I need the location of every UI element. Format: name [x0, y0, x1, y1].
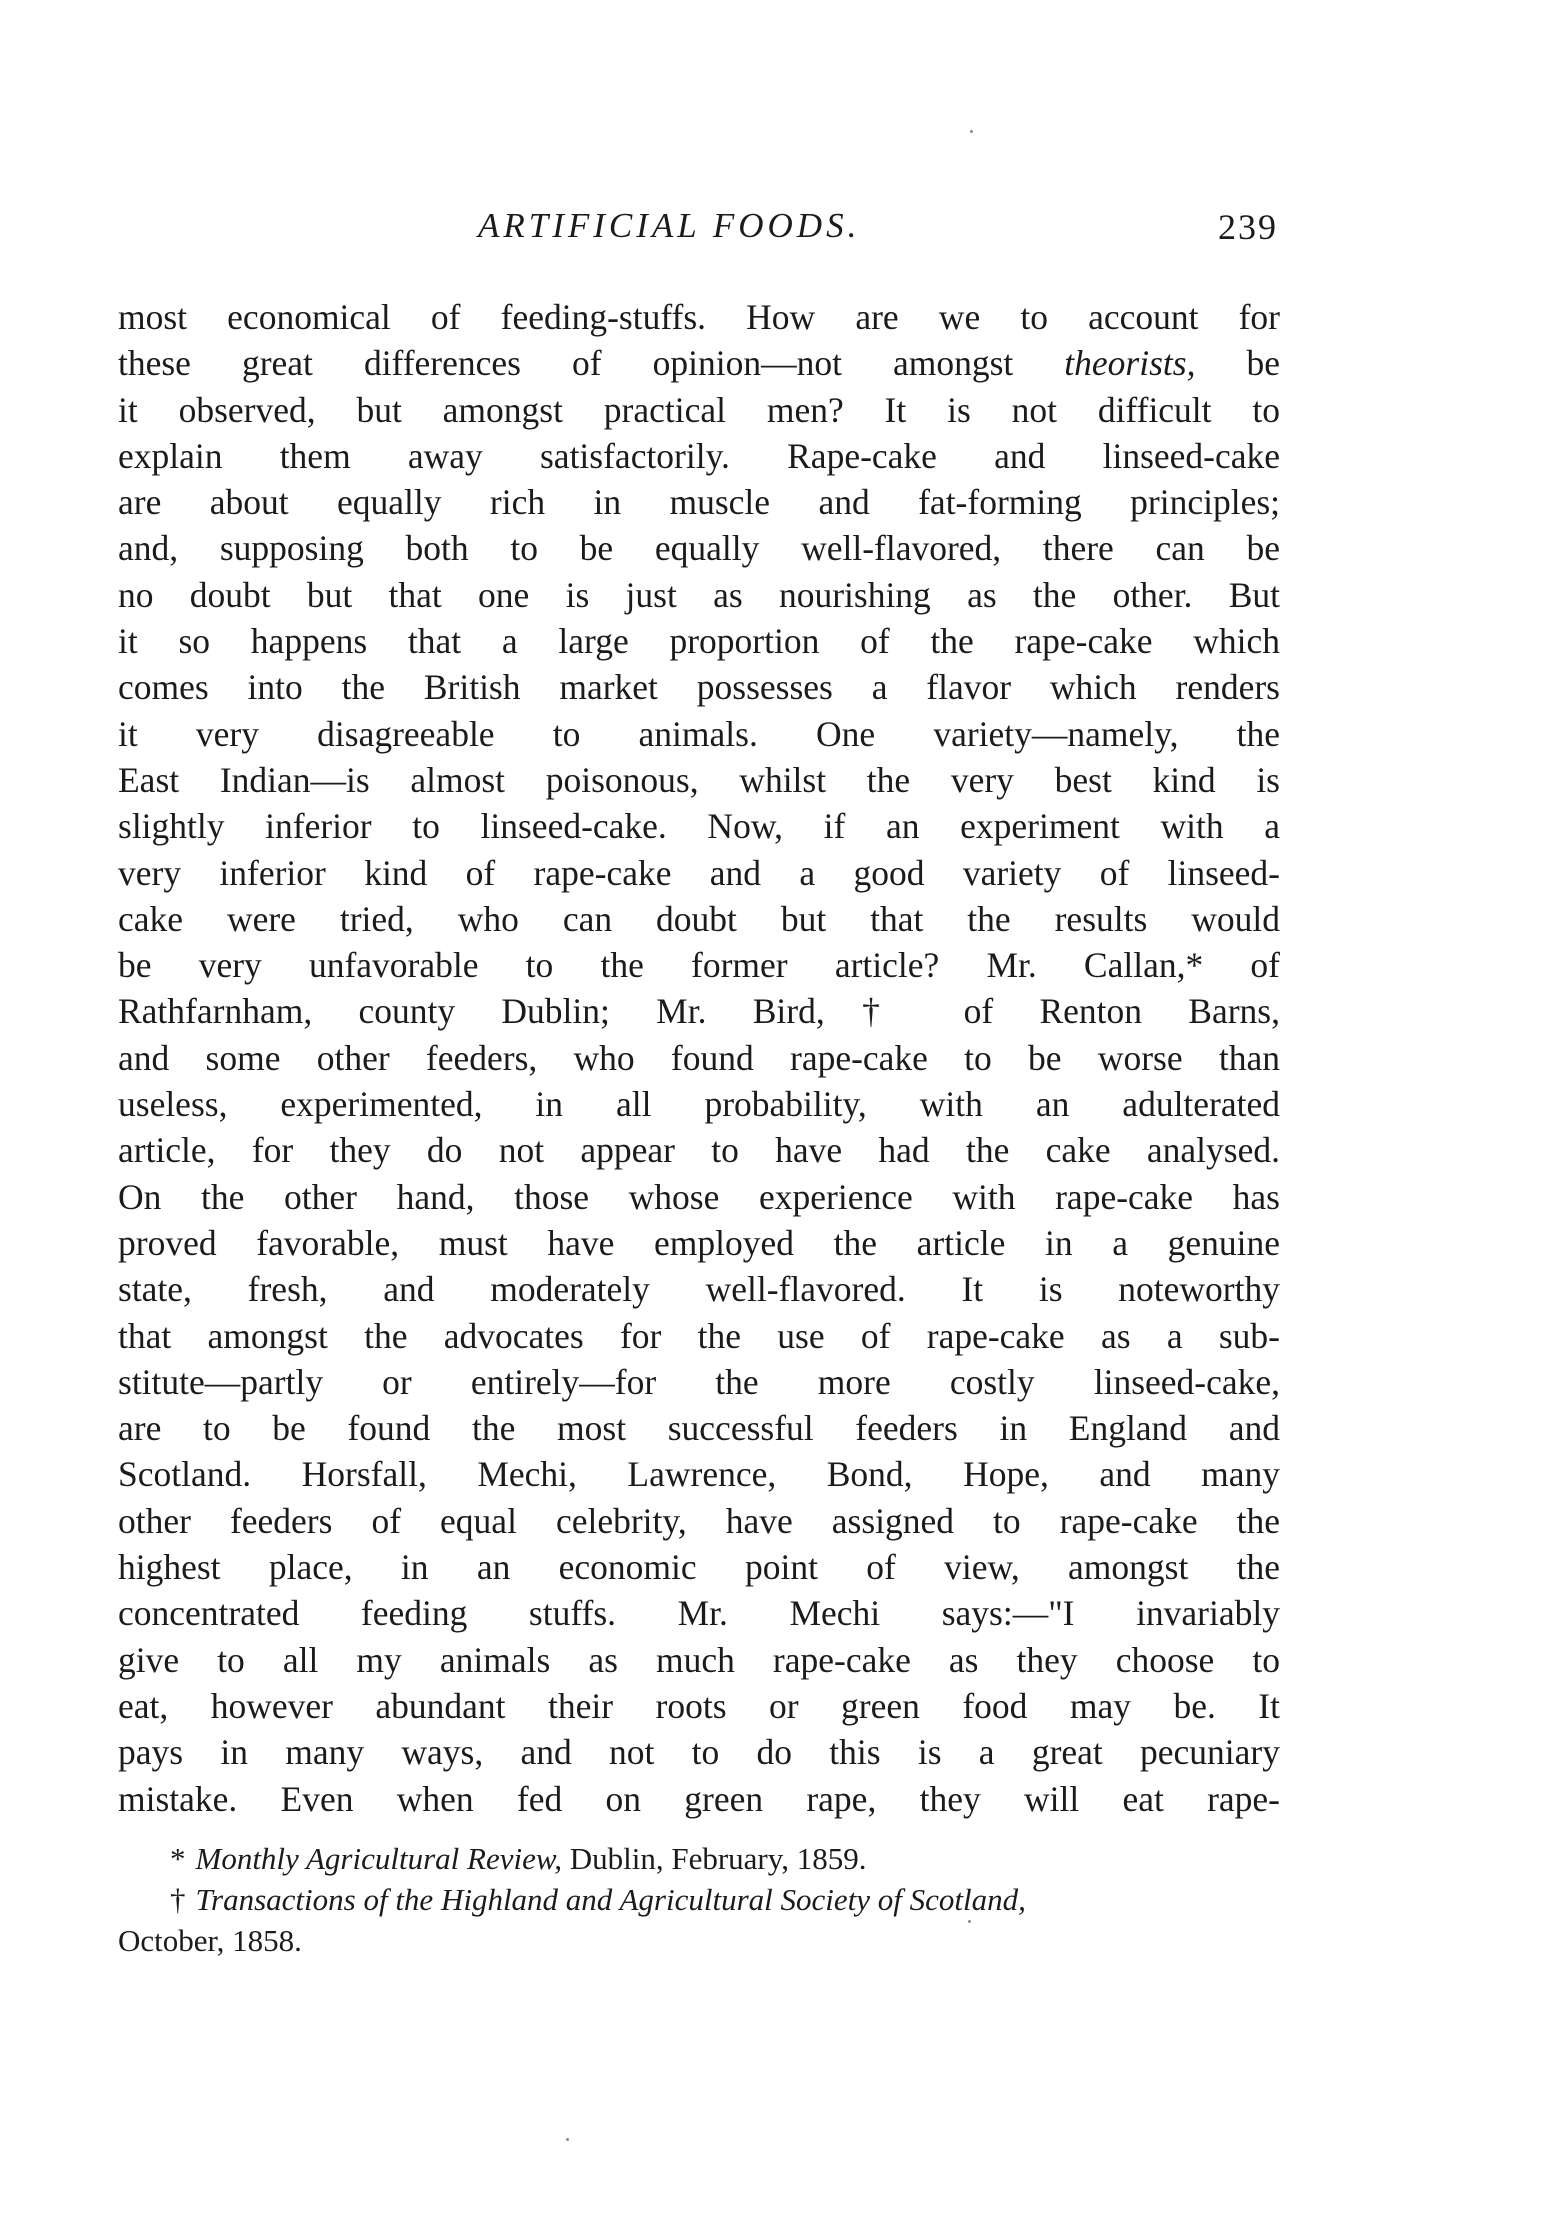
running-title: ARTIFICIAL FOODS. — [478, 206, 861, 245]
emphasis-text: theorists, — [1064, 343, 1196, 384]
text-line: most economical of feeding-stuffs. How are we to account for — [118, 297, 1280, 337]
text-line: no doubt but that one is just as nourishing as the other. But — [118, 574, 1280, 615]
text-line: Rathfarnham, county Dublin; Mr. Bird,† of Renton Barns, — [118, 991, 1280, 1032]
text-line: be very unfavorable to the former article? Mr. Callan,* of — [118, 945, 1280, 986]
text-line: are to be found the most successful feeders in England and — [118, 1408, 1280, 1449]
text-line: eat, however abundant their roots or green food may be. It — [118, 1685, 1280, 1726]
text-line: On the other hand, those whose experience with rape-cake has — [118, 1176, 1280, 1217]
text-line: it observed, but amongst practical men? It is not difficult to — [118, 389, 1280, 430]
text-line: East Indian—is almost poisonous, whilst the very best kind is — [118, 759, 1280, 800]
text-line: and, supposing both to be equally well-flavored, there can be — [118, 528, 1280, 569]
text-line: Scotland. Horsfall, Mechi, Lawrence, Bond, Hope, and many — [118, 1454, 1280, 1495]
text-line: state, fresh, and moderately well-flavored. It is noteworthy — [118, 1269, 1280, 1310]
text-line: slightly inferior to linseed-cake. Now, if an experiment with a — [118, 806, 1280, 847]
text-line: that amongst the advocates for the use of rape-cake as a sub- — [118, 1315, 1280, 1356]
text-line: concentrated feeding stuffs. Mr. Mechi says:—"I invariably — [118, 1593, 1280, 1634]
text-line: these great differences of opinion—not amongst theorists, be — [118, 343, 1280, 384]
paper-speck — [968, 1920, 971, 1923]
text-line: pays in many ways, and not to do this is a great pecuniary — [118, 1732, 1280, 1773]
text-line: are about equally rich in muscle and fat-forming principles; — [118, 482, 1280, 523]
page-number: 239 — [1218, 207, 1278, 247]
text-line: cake were tried, who can doubt but that the results would — [118, 898, 1280, 939]
text-line: highest place, in an economic point of view, amongst the — [118, 1547, 1280, 1588]
text-line: other feeders of equal celebrity, have assigned to rape-cake the — [118, 1500, 1280, 1541]
footnote-2 — [118, 1879, 1280, 1920]
text-line: comes into the British market possesses a flavor which renders — [118, 667, 1280, 708]
footnote-2-continuation: October, 1858. — [118, 1923, 302, 1958]
footnote-source-title: Transactions of the Highland and Agricultural Society of Scotland, — [195, 1882, 1026, 1917]
text-line: article, for they do not appear to have had the cake analysed. — [118, 1130, 1280, 1171]
footnote-1 — [118, 1838, 1280, 1879]
text-line: and some other feeders, who found rape-cake to be worse than — [118, 1037, 1280, 1078]
footnote-source-detail: Dublin, February, 1859. — [569, 1841, 867, 1876]
text-line: useless, experimented, in all probability, with an adulterated — [118, 1084, 1280, 1125]
text-line: explain them away satisfactorily. Rape-cake and linseed-cake — [118, 435, 1280, 476]
text-line: proved favorable, must have employed the article in a genuine — [118, 1222, 1280, 1263]
paper-speck — [566, 2138, 569, 2141]
footnote-marker: * — [170, 1841, 186, 1876]
text-line: stitute—partly or entirely—for the more costly linseed-cake, — [118, 1361, 1280, 1402]
text-line: give to all my animals as much rape-cake as they choose to — [118, 1639, 1280, 1680]
footnote-marker: † — [170, 1882, 186, 1917]
paper-speck — [970, 130, 973, 133]
text-line: it so happens that a large proportion of the rape-cake which — [118, 621, 1280, 662]
page-header — [118, 206, 1278, 256]
body-text — [118, 294, 1280, 1822]
footnotes — [118, 1838, 1280, 1961]
text-line: very inferior kind of rape-cake and a good variety of linseed- — [118, 852, 1280, 893]
text-line: it very disagreeable to animals. One variety—namely, the — [118, 713, 1280, 754]
text-line: mistake. Even when fed on green rape, they will eat rape- — [118, 1778, 1280, 1819]
footnote-source-title: Monthly Agricultural Review, — [195, 1841, 562, 1876]
